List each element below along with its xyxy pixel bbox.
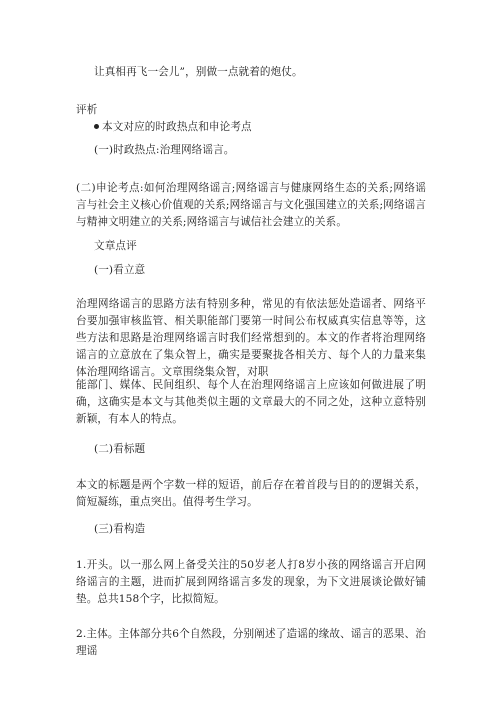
section-heading-structure: (三)看构造 [94, 523, 146, 535]
paragraph-body: 2.主体。主体部分共6个自然段，分别阐述了造谣的缘故、谣言的恶果、治理谣 [76, 628, 426, 657]
hot-topic-line: (一)时政热点:治理网络谣言。 [94, 144, 235, 156]
bullet-icon [94, 124, 99, 129]
article-review-heading: 文章点评 [94, 240, 137, 252]
paragraph-title: 本文的标题是两个字数一样的短语，前后存在着首段与目的的逻辑关系，简短凝练，重点突出。值得考生学习。 [76, 479, 426, 508]
paragraph-opening: 1.开头。以一那么网上备受关注的50岁老人打8岁小孩的网络谣言开启网络谣言的主题，进而扩展到网络谣言多发的现象，为下文进展谈论做好铺垫。总共158个字，比拟简短。 [76, 559, 426, 605]
bullet-text: 本文对应的时政热点和申论考点 [102, 121, 252, 133]
section-heading-title: (二)看标题 [94, 443, 146, 455]
review-heading: 评析 [76, 104, 98, 116]
paragraph-intent: 治理网络谣言的思路方法有特别多种，常见的有依法惩处造谣者、网络平台要加强审核监管、相关职能部门要第一时间公布权威真实信息等等，这些方法和思路是治理网络谣言时我们经常想到的。本文的作者将治理网络谣言的立意放在了集众智上，确实是要聚拢各相关方、每个人的力量来集体治理网络谣言。文章围绕集众智，对职 [76, 298, 426, 378]
bullet-item [94, 119, 252, 136]
exam-points-paragraph: (二)申论考点:如何治理网络谣言;网络谣言与健康网络生态的关系;网络谣言与社会主义核心价值观的关系;网络谣言与文化强国建立的关系;网络谣言与精神文明建立的关系;网络谣言与诚信社会建立的关系。 [76, 182, 426, 228]
paragraph-intent-continued: 能部门、媒体、民间组织、每个人在治理网络谣言上应该如何做进展了明确，这确实是本文与其他类似主题的文章最大的不同之处，这种立意特别新颖，有本人的特点。 [76, 379, 426, 425]
section-heading-intent: (一)看立意 [94, 264, 146, 276]
text-line-opening: 让真相再飞一会儿”，别做一点就着的炮仗。 [94, 66, 303, 78]
